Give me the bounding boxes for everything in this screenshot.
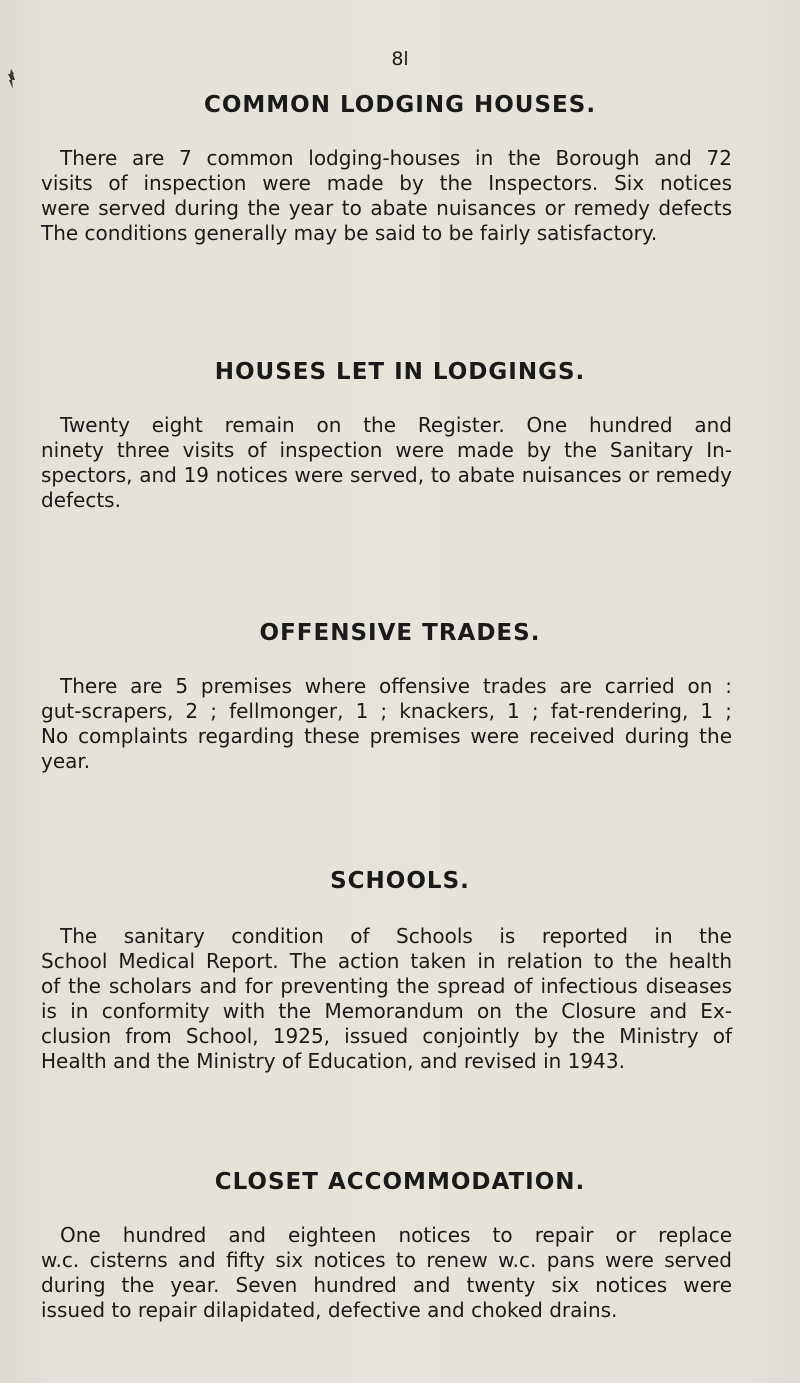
- section-closet-accommodation: [0, 1167, 800, 1323]
- margin-mark-icon: [4, 68, 18, 90]
- paragraph-line: issued to repair dilapidated, defective and choked drains.: [41, 1298, 618, 1322]
- section-heading: COMMON LODGING HOUSES.: [203, 92, 597, 118]
- section-heading: SCHOOLS.: [330, 868, 470, 894]
- paragraph-line: School Medical Report. The action taken in relation to the health: [41, 949, 732, 973]
- paragraph-line: ninety three visits of inspection were made by the Sanitary In-: [41, 438, 732, 462]
- section-paragraph: [0, 674, 800, 774]
- paragraph-line: There are 5 premises where offensive trades are carried on :: [60, 674, 732, 698]
- paragraph-line: No complaints regarding these premises were received during the: [41, 724, 732, 748]
- section-paragraph: [0, 413, 800, 513]
- section-offensive-trades: [0, 618, 800, 774]
- section-paragraph: [0, 1223, 800, 1323]
- section-paragraph: [0, 924, 800, 1074]
- paragraph-line: during the year. Seven hundred and twenty six notices were: [41, 1273, 732, 1297]
- page-number: 8l: [391, 48, 409, 70]
- paragraph-line: is in conformity with the Memorandum on the Closure and Ex-: [41, 999, 732, 1023]
- paragraph-line: defects.: [41, 488, 121, 512]
- paragraph-line: spectors, and 19 notices were served, to abate nuisances or remedy: [41, 463, 732, 487]
- section-common-lodging-houses: [0, 90, 800, 246]
- paragraph-line: The sanitary condition of Schools is reported in the: [60, 924, 732, 948]
- section-schools: [0, 866, 800, 1074]
- paragraph-line: year.: [41, 749, 91, 773]
- paragraph-line: One hundred and eighteen notices to repair or replace: [60, 1223, 732, 1247]
- paragraph-line: visits of inspection were made by the Inspectors. Six notices: [41, 171, 732, 195]
- paragraph-line: clusion from School, 1925, issued conjointly by the Ministry of: [41, 1024, 732, 1048]
- paragraph-line: were served during the year to abate nuisances or remedy defects: [41, 196, 732, 220]
- paragraph-line: gut-scrapers, 2 ; fellmonger, 1 ; knackers, 1 ; fat-rendering, 1 ;: [41, 699, 732, 723]
- paragraph-line: of the scholars and for preventing the spread of infectious diseases: [41, 974, 732, 998]
- section-paragraph: [0, 146, 800, 246]
- section-heading: HOUSES LET IN LODGINGS.: [214, 359, 586, 385]
- paragraph-line: Health and the Ministry of Education, and revised in 1943.: [41, 1049, 625, 1073]
- paragraph-line: Twenty eight remain on the Register. One hundred and: [60, 413, 732, 437]
- paragraph-line: The conditions generally may be said to be fairly satisfactory.: [41, 221, 658, 245]
- section-houses-let-in-lodgings: [0, 357, 800, 513]
- section-heading: OFFENSIVE TRADES.: [259, 620, 541, 646]
- section-heading: CLOSET ACCOMMODATION.: [214, 1169, 586, 1195]
- paragraph-line: There are 7 common lodging-houses in the Borough and 72: [60, 146, 732, 170]
- paragraph-line: w.c. cisterns and fifty six notices to renew w.c. pans were served: [41, 1248, 732, 1272]
